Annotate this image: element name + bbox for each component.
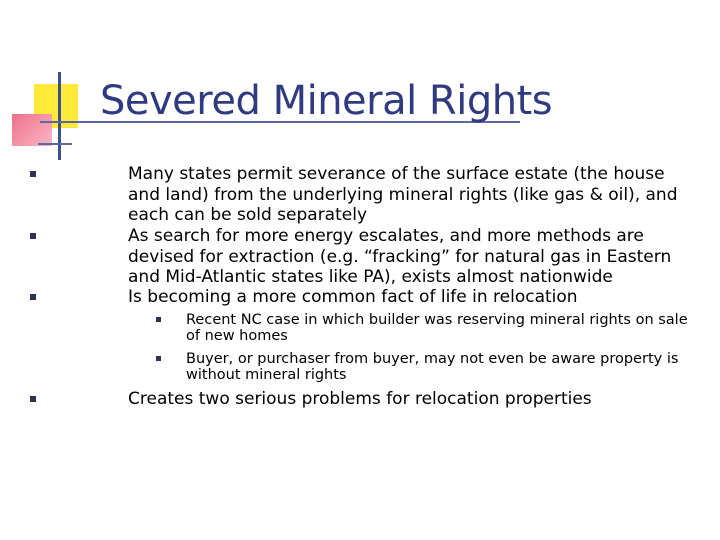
- bullet-square-icon: [30, 171, 36, 177]
- slide-title: Severed Mineral Rights: [100, 78, 553, 124]
- bullet-item: [128, 164, 700, 226]
- bullet-text: Creates two serious problems for relocation properties: [128, 389, 592, 409]
- sub-bullet-text: Recent NC case in which builder was reserving mineral rights on sale of new homes: [186, 312, 688, 344]
- bullet-text: Is becoming a more common fact of life in relocation: [128, 287, 578, 307]
- bullet-text: As search for more energy escalates, and more methods are devised for extraction (e.g. “fracking” for natural gas in Eastern and Mid-Atlantic states like PA), exists almost nationwide: [128, 226, 672, 287]
- bullet-text: Many states permit severance of the surface estate (the house and land) from the underlying mineral rights (like gas & oil), and each can be sold separately: [128, 164, 678, 225]
- sub-bullet-item: [186, 351, 706, 383]
- bullet-square-icon: [156, 356, 161, 361]
- bullet-item: [128, 287, 700, 308]
- logo-vertical-line: [58, 72, 61, 160]
- bullet-square-icon: [156, 317, 161, 322]
- logo-red-square: [12, 114, 52, 146]
- bullet-item: [128, 226, 700, 288]
- bullet-square-icon: [30, 294, 36, 300]
- logo-short-line: [38, 143, 72, 145]
- bullet-square-icon: [30, 233, 36, 239]
- sub-bullet-item: [186, 312, 706, 344]
- bullet-item: [128, 389, 700, 410]
- sub-bullet-text: Buyer, or purchaser from buyer, may not even be aware property is without mineral rights: [186, 351, 679, 383]
- bullet-square-icon: [30, 396, 36, 402]
